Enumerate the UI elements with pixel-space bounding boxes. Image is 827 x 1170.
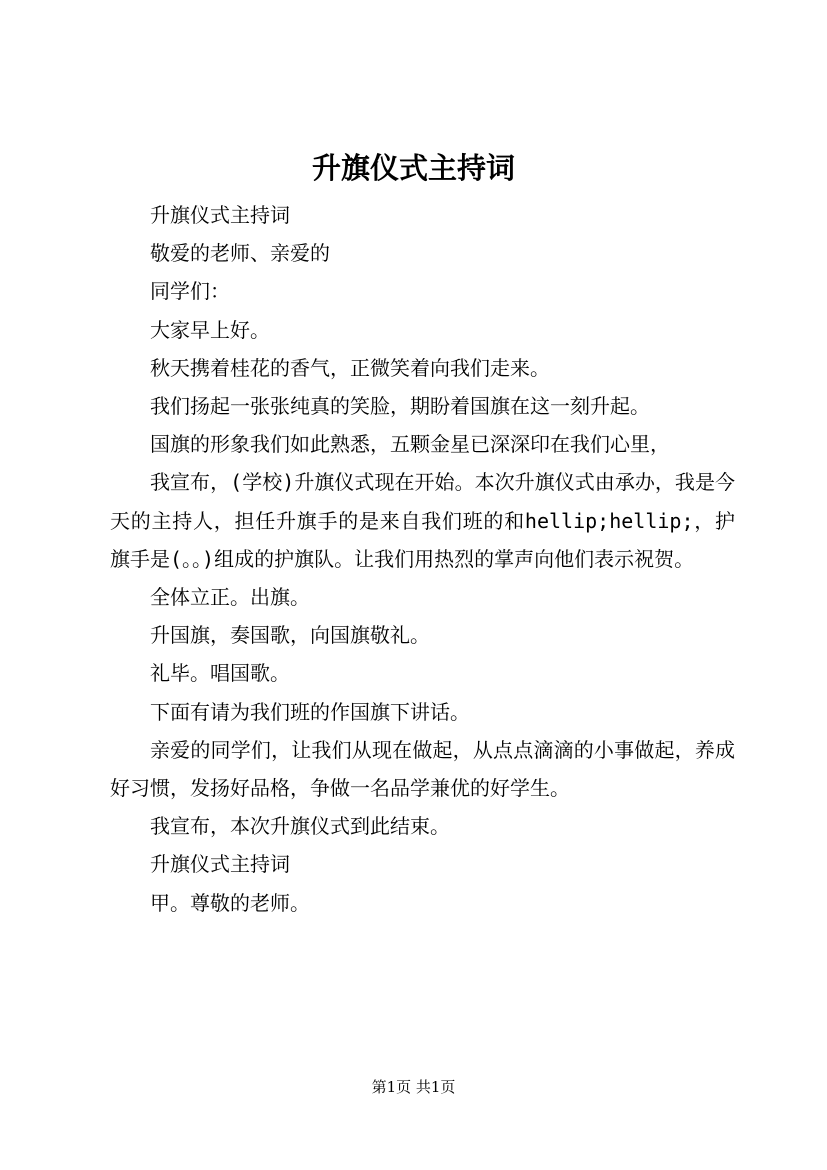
paragraph: 亲爱的同学们，让我们从现在做起，从点点滴滴的小事做起，养成好习惯，发扬好品格，争做一名品学兼优的好学生。 xyxy=(110,737,735,801)
paragraph: 下面有请为我们班的作国旗下讲话。 xyxy=(150,699,470,724)
paragraph: 全体立正。出旗。 xyxy=(150,585,310,610)
paragraph: 升旗仪式主持词 xyxy=(150,203,290,227)
paragraph: 秋天携着桂花的香气，正微笑着向我们走来。 xyxy=(150,355,550,380)
paragraph: 大家早上好。 xyxy=(150,317,270,342)
paragraph: 甲。尊敬的老师。 xyxy=(150,890,310,915)
paragraph: 礼毕。唱国歌。 xyxy=(150,661,290,686)
paragraph: 我们扬起一张张纯真的笑脸，期盼着国旗在这一刻升起。 xyxy=(150,394,650,419)
page-footer: 第1页 共1页 xyxy=(371,1078,456,1096)
paragraph: 同学们： xyxy=(150,279,230,304)
paragraph: 敬爱的老师、亲爱的 xyxy=(150,241,330,266)
document-body xyxy=(110,196,735,922)
paragraph: 国旗的形象我们如此熟悉，五颗金星已深深印在我们心里， xyxy=(150,432,670,457)
document-title: 升旗仪式主持词 xyxy=(311,151,515,185)
paragraph: 升旗仪式主持词 xyxy=(150,852,290,877)
paragraph: 我宣布，本次升旗仪式到此结束。 xyxy=(150,814,450,839)
paragraph: 升国旗，奏国歌，向国旗敬礼。 xyxy=(150,623,430,648)
paragraph: 我宣布，(学校)升旗仪式现在开始。本次升旗仪式由承办，我是今天的主持人，担任升旗手的是来自我们班的和hellip;hellip;，护旗手是(。。)组成的护旗队。让我们用热烈的掌声向他们表示祝贺。 xyxy=(110,470,735,571)
